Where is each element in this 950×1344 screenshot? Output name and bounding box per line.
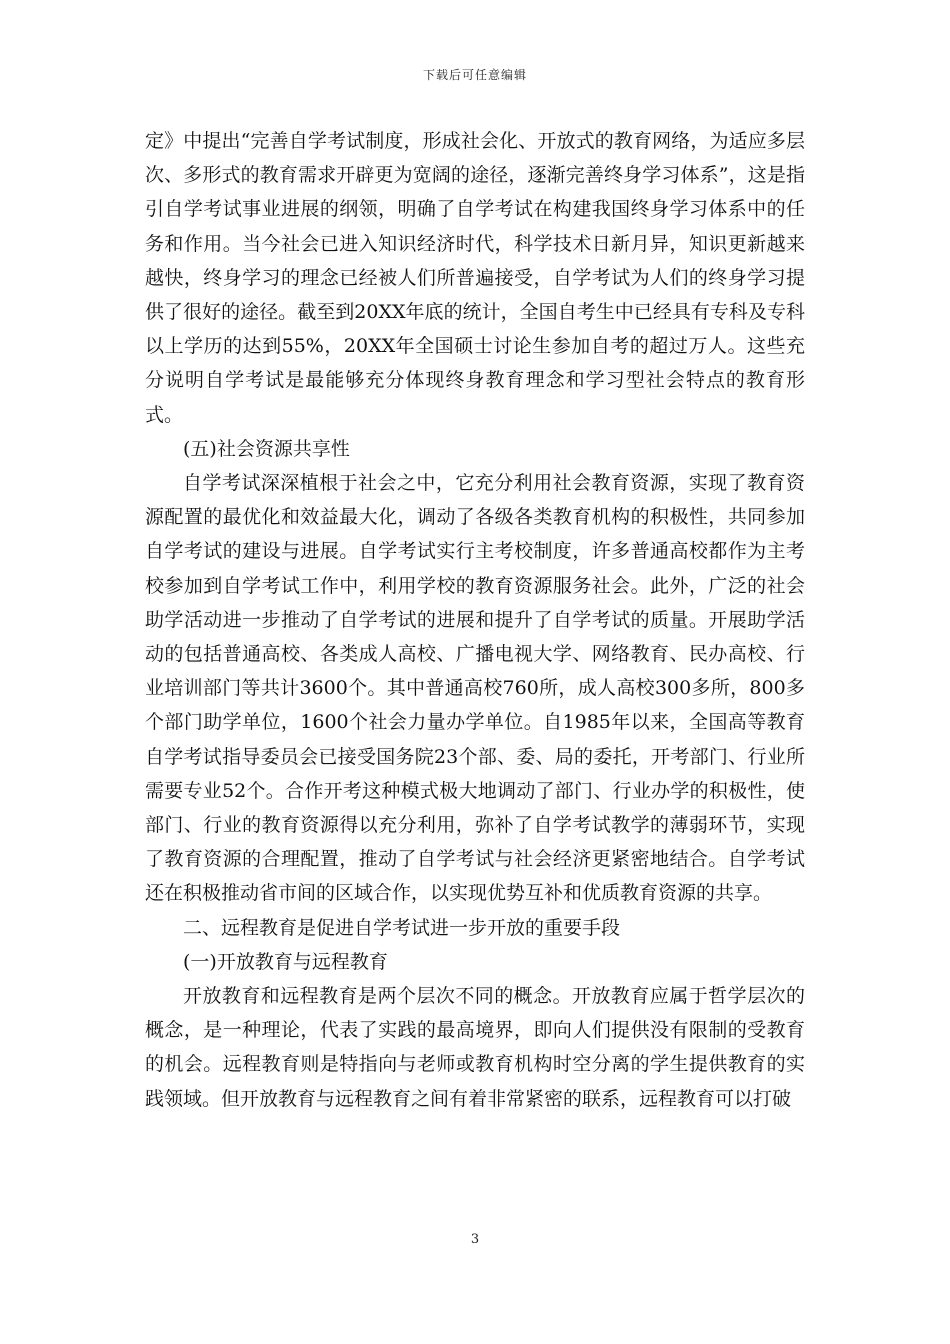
paragraph-social-resources: 自学考试深深植根于社会之中，它充分利用社会教育资源，实现了教育资源配置的最优化和效益最大化，调动了各级各类教育机构的积极性，共同参加自学考试的建设与进展。自学考试实行主考校制度，许多普通高校都作为主考校参加到自学考试工作中，利用学校的教育资源服务社会。此外，广泛的社会助学活动进一步推动了自学考试的进展和提升了自学考试的质量。开展助学活动的包括普通高校、各类成人高校、广播电视大学、网络教育、民办高校、行业培训部门等共计3600个。其中普通高校760所，成人高校300多所，800多个部门助学单位，1600个社会力量办学单位。自1985年以来，全国高等教育自学考试指导委员会已接受国务院23个部、委、局的委托，开考部门、行业所需要专业52个。合作开考这种模式极大地调动了部门、行业办学的积极性，使部门、行业的教育资源得以充分利用，弥补了自学考试教学的薄弱环节，实现了教育资源的合理配置，推动了自学考试与社会经济更紧密地结合。自学考试还在积极推动省市间的区域合作，以实现优势互补和优质教育资源的共享。	[145, 472, 805, 905]
chapter-heading-distance-education: 二、远程教育是促进自学考试进一步开放的重要手段	[183, 916, 621, 939]
page-header: 下载后可任意编辑	[422, 68, 527, 82]
section-heading-open-distance: (一)开放教育与远程教育	[183, 950, 388, 973]
page-number: 3	[470, 1232, 480, 1247]
section-heading-social-resources: (五)社会资源共享性	[183, 437, 350, 460]
paragraph-open-distance: 开放教育和远程教育是两个层次不同的概念。开放教育应属于哲学层次的概念，是一种理论，代表了实践的最高境界，即向人们提供没有限制的受教育的机会。远程教育则是特指向与老师或教育机构时空分离的学生提供教育的实践领域。但开放教育与远程教育之间有着非常紧密的联系，远程教育可以打破	[145, 985, 805, 1110]
paragraph-continued: 定》中提出“完善自学考试制度，形成社会化、开放式的教育网络，为适应多层次、多形式的教育需求开辟更为宽阔的途径，逐渐完善终身学习体系”，这是指引自学考试事业进展的纲领，明确了自学考试在构建我国终身学习体系中的任务和作用。当今社会已进入知识经济时代，科学技术日新月异，知识更新越来越快，终身学习的理念已经被人们所普遍接受，自学考试为人们的终身学习提供了很好的途径。截至到20XX年底的统计，全国自考生中已经具有专科及专科以上学历的达到55%，20XX年全国硕士讨论生参加自考的超过万人。这些充分说明自学考试是最能够充分体现终身教育理念和学习型社会特点的教育形式。	[145, 130, 805, 426]
document-body	[145, 124, 805, 1116]
